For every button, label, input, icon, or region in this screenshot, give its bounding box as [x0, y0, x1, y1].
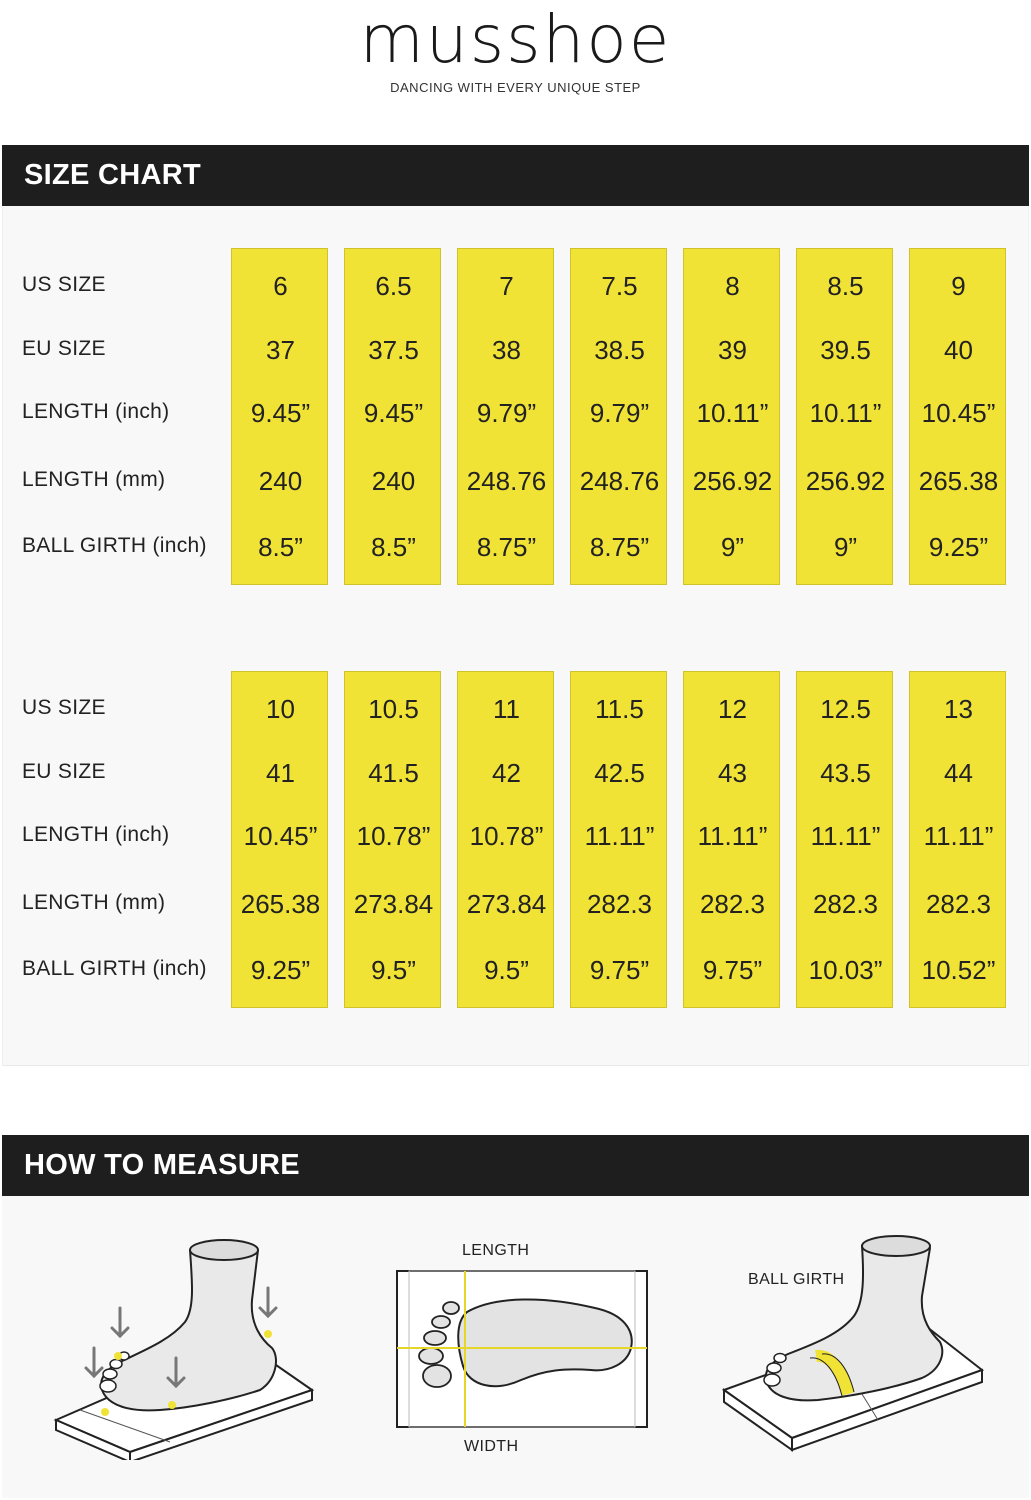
ball-girth-label: BALL GIRTH [748, 1271, 845, 1288]
size-chart-banner: SIZE CHART [2, 145, 1029, 206]
size-cell-ball-girth-inch: 9.5” [484, 955, 529, 985]
row-label-eu-size: EU SIZE [22, 760, 106, 783]
size-cell-us-size: 7.5 [601, 271, 638, 301]
size-cell-length-inch: 10.78” [469, 821, 544, 851]
footprint-length-width-illustration [395, 1268, 651, 1430]
size-cell-eu-size: 43.5 [820, 758, 871, 788]
width-label: WIDTH [464, 1438, 519, 1455]
row-label-us-size: US SIZE [22, 696, 106, 719]
size-cell-eu-size: 44 [944, 758, 973, 788]
size-cell-length-inch: 10.11” [809, 398, 882, 428]
row-label-ball-girth-inch: BALL GIRTH (inch) [22, 534, 207, 557]
size-column [683, 671, 780, 1008]
size-cell-length-inch: 10.45” [243, 821, 318, 851]
size-cell-eu-size: 37 [266, 335, 295, 365]
size-cell-eu-size: 42 [492, 758, 521, 788]
size-cell-us-size: 10 [266, 694, 295, 724]
size-cell-length-inch: 9.45” [363, 398, 424, 428]
size-cell-length-inch: 9.79” [476, 398, 537, 428]
size-cell-eu-size: 40 [944, 335, 973, 365]
size-cell-length-mm: 265.38 [918, 466, 999, 496]
size-column [570, 248, 667, 585]
size-column [796, 671, 893, 1008]
size-cell-length-mm: 248.76 [579, 466, 660, 496]
size-cell-length-inch: 10.11” [696, 398, 769, 428]
size-cell-length-mm: 240 [258, 466, 303, 496]
brand-tagline: DANCING WITH EVERY UNIQUE STEP [390, 80, 641, 95]
row-label-length-mm: LENGTH (mm) [22, 891, 166, 914]
size-cell-length-inch: 11.11” [697, 821, 768, 851]
size-cell-length-inch: 11.11” [923, 821, 994, 851]
size-cell-us-size: 10.5 [368, 694, 419, 724]
size-cell-eu-size: 38 [492, 335, 521, 365]
size-cell-length-mm: 273.84 [353, 889, 434, 919]
size-cell-us-size: 11 [493, 694, 520, 724]
size-cell-length-inch: 11.11” [584, 821, 655, 851]
size-cell-ball-girth-inch: 9.75” [702, 955, 763, 985]
size-cell-eu-size: 39.5 [820, 335, 871, 365]
size-cell-ball-girth-inch: 10.03” [808, 955, 883, 985]
size-cell-us-size: 8 [725, 271, 740, 301]
size-cell-length-inch: 9.45” [250, 398, 311, 428]
size-cell-eu-size: 38.5 [594, 335, 645, 365]
size-cell-length-mm: 282.3 [586, 889, 653, 919]
size-cell-length-inch: 10.78” [356, 821, 431, 851]
size-column [231, 248, 328, 585]
size-cell-ball-girth-inch: 10.52” [921, 955, 996, 985]
size-cell-eu-size: 43 [718, 758, 747, 788]
size-column [570, 671, 667, 1008]
size-column [683, 248, 780, 585]
size-cell-ball-girth-inch: 9.25” [250, 955, 311, 985]
size-column [909, 671, 1006, 1008]
size-cell-us-size: 13 [944, 694, 973, 724]
row-label-length-mm: LENGTH (mm) [22, 468, 166, 491]
size-column [344, 248, 441, 585]
foot-measure-points-illustration [50, 1230, 320, 1460]
size-cell-length-inch: 11.11” [810, 821, 881, 851]
size-cell-length-inch: 10.45” [921, 398, 996, 428]
size-cell-us-size: 7 [499, 271, 514, 301]
size-cell-length-inch: 9.79” [589, 398, 650, 428]
size-cell-ball-girth-inch: 9.25” [928, 532, 989, 562]
size-cell-ball-girth-inch: 8.5” [258, 532, 303, 562]
size-cell-us-size: 11.5 [595, 694, 644, 724]
size-column [231, 671, 328, 1008]
size-column [344, 671, 441, 1008]
brand-logo: musshoe [359, 1, 672, 78]
size-cell-eu-size: 41 [266, 758, 295, 788]
row-label-us-size: US SIZE [22, 273, 106, 296]
size-cell-ball-girth-inch: 9.75” [589, 955, 650, 985]
length-label: LENGTH [462, 1242, 530, 1259]
size-cell-length-mm: 240 [371, 466, 416, 496]
row-label-length-inch: LENGTH (inch) [22, 400, 170, 423]
size-cell-ball-girth-inch: 9” [720, 532, 745, 562]
row-label-ball-girth-inch: BALL GIRTH (inch) [22, 957, 207, 980]
size-cell-eu-size: 39 [718, 335, 747, 365]
size-cell-us-size: 6 [273, 271, 288, 301]
size-cell-length-mm: 248.76 [466, 466, 547, 496]
foot-ball-girth-illustration [718, 1230, 988, 1460]
brand-header [0, 0, 1031, 110]
size-cell-length-mm: 265.38 [240, 889, 321, 919]
size-cell-us-size: 12.5 [820, 694, 871, 724]
size-column [796, 248, 893, 585]
size-cell-ball-girth-inch: 8.5” [371, 532, 416, 562]
size-cell-length-mm: 273.84 [466, 889, 547, 919]
size-cell-ball-girth-inch: 9.5” [371, 955, 416, 985]
size-cell-eu-size: 41.5 [368, 758, 419, 788]
size-cell-ball-girth-inch: 9” [833, 532, 858, 562]
size-cell-length-mm: 282.3 [925, 889, 992, 919]
size-cell-us-size: 9 [951, 271, 966, 301]
row-label-length-inch: LENGTH (inch) [22, 823, 170, 846]
size-cell-length-mm: 282.3 [812, 889, 879, 919]
size-column [457, 671, 554, 1008]
size-column [457, 248, 554, 585]
size-cell-us-size: 6.5 [375, 271, 412, 301]
size-cell-length-mm: 282.3 [699, 889, 766, 919]
size-cell-length-mm: 256.92 [692, 466, 773, 496]
size-column [909, 248, 1006, 585]
size-cell-eu-size: 37.5 [368, 335, 419, 365]
size-cell-ball-girth-inch: 8.75” [476, 532, 537, 562]
row-label-eu-size: EU SIZE [22, 337, 106, 360]
size-cell-us-size: 12 [718, 694, 747, 724]
size-cell-ball-girth-inch: 8.75” [589, 532, 650, 562]
size-cell-eu-size: 42.5 [594, 758, 645, 788]
size-cell-length-mm: 256.92 [805, 466, 886, 496]
size-cell-us-size: 8.5 [827, 271, 864, 301]
how-to-measure-banner: HOW TO MEASURE [2, 1135, 1029, 1196]
